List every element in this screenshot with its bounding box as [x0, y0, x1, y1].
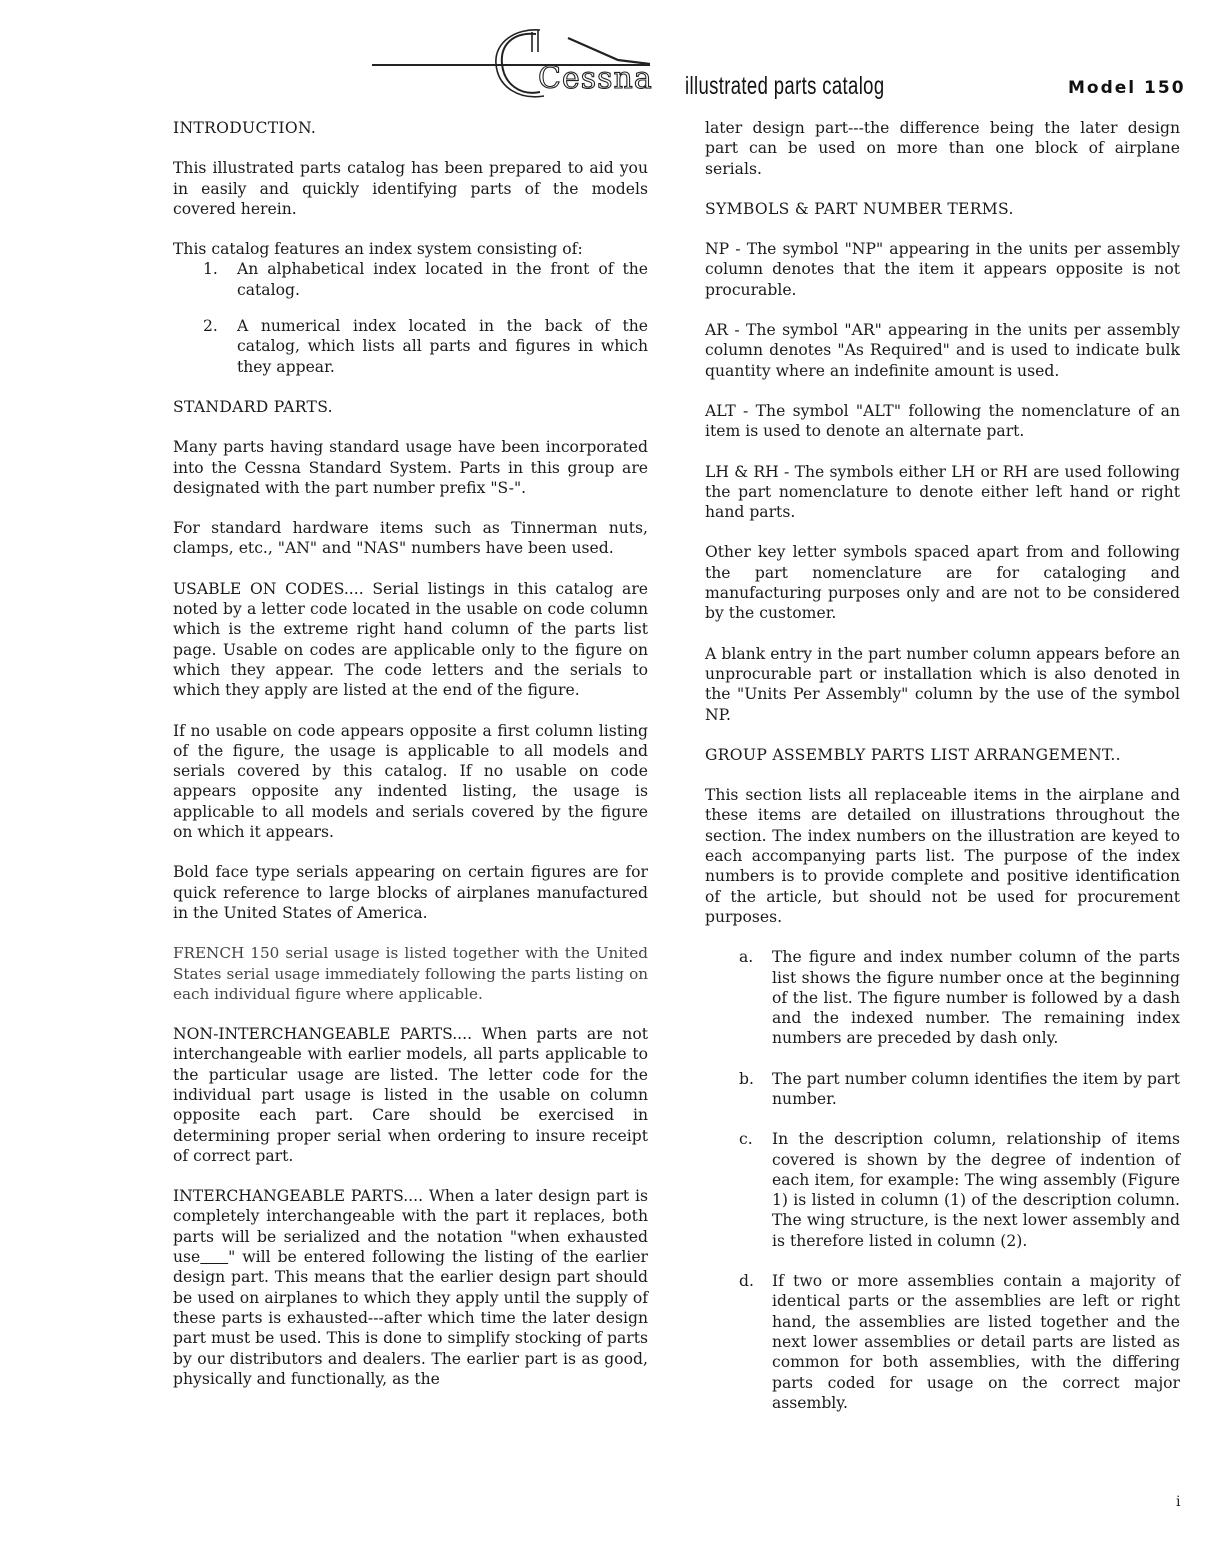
alt-paragraph: ALT - The symbol "ALT" following the nomenclature of an item is used to denote an alternate part.: [705, 401, 1180, 441]
catalog-title: illustrated parts catalog: [685, 72, 885, 100]
interchangeable-text-b: " will be entered following the listing of the earlier design part. This means that the earlier design part should be used on airplanes to which they apply until the supply of these parts is exhausted---after which time the later design part must be used. This is done to simplify stocking of parts by our distributors and dealers. The earlier part is as good, physically and functionally, as the: [173, 1248, 648, 1388]
ar-paragraph: AR - The symbol "AR" appearing in the units per assembly column denotes "As Required" and is used to indicate bulk quantity where an indefinite amount is used.: [705, 321, 1180, 380]
list-item: [705, 1129, 1180, 1251]
blank-entry-paragraph: A blank entry in the part number column appears before an unprocurable part or installation which is also denoted in the "Units Per Assembly" column by the use of the symbol NP.: [705, 644, 1180, 724]
list-item-mark: d.: [739, 1272, 754, 1291]
bold-serials-paragraph: Bold face type serials appearing on certain figures are for quick reference to large blocks of airplanes manufactured in the United States of America.: [173, 863, 648, 922]
french-serials-paragraph: FRENCH 150 serial usage is listed together with the United States serial usage immediately following the parts listing on each individual figure where applicable.: [173, 944, 648, 1003]
group-assembly-heading: GROUP ASSEMBLY PARTS LIST ARRANGEMENT..: [705, 745, 1121, 764]
continuation-paragraph: later design part---the difference being the later design part can be used on more than one block of airplane serials.: [705, 119, 1180, 178]
list-item: [705, 1069, 1180, 1110]
right-column: [705, 118, 1180, 1433]
list-item-text: The part number column identifies the item by part number.: [772, 1069, 1180, 1108]
interchangeable-text-a: INTERCHANGEABLE PARTS.... When a later design part is completely interchangeable with the part it replaces, both parts will be serialized and the notation "when exhausted use: [173, 1187, 648, 1267]
list-item-text: An alphabetical index located in the front of the catalog.: [237, 260, 648, 299]
model-label: Model 150: [1068, 78, 1186, 98]
intro-paragraph: This illustrated parts catalog has been prepared to aid you in easily and quickly identifying parts of the models covered herein.: [173, 159, 648, 218]
list-item: [173, 259, 648, 300]
lh-rh-paragraph: LH & RH - The symbols either LH or RH are used following the part nomenclature to denote either left hand or right hand parts.: [705, 462, 1180, 522]
cessna-logo-text: Cessna: [538, 61, 653, 96]
list-item-text: The figure and index number column of the parts list shows the figure number once at the beginning of the list. The figure number is followed by a dash and the indexed number. The remaining index numbers are preceded by dash only.: [772, 948, 1180, 1048]
blank-underline: [200, 1248, 228, 1266]
index-list: [173, 259, 648, 376]
list-item: [173, 316, 648, 377]
np-paragraph: NP - The symbol "NP" appearing in the units per assembly column denotes that the item it appears opposite is not procurable.: [705, 240, 1180, 299]
list-item: [705, 947, 1180, 1048]
list-item-text: A numerical index located in the back of the catalog, which lists all parts and figures in which they appear.: [237, 317, 648, 376]
list-item-mark: c.: [739, 1130, 753, 1149]
usage-paragraph: If no usable on code appears opposite a first column listing of the figure, the usage is applicable to all models and serials covered by this catalog. If no usable on code appears opposite any indented listing, the usage is applicable to all models and serials covered by the figure on which it appears.: [173, 721, 648, 842]
list-item-text: If two or more assemblies contain a majority of identical parts or the assemblies are left or right hand, the assemblies are listed together and the next lower assemblies or detail parts are listed as common for both assemblies, with the differing parts coded for usage on the correct major assembly.: [772, 1272, 1180, 1412]
group-assembly-paragraph: This section lists all replaceable items in the airplane and these items are detailed on illustrations throughout the section. The index numbers on the illustration are keyed to each accompanying parts list. The purpose of the index numbers is to provide complete and positive identification of the article, but should not be used for procurement purposes.: [705, 786, 1180, 926]
arrangement-list: [705, 947, 1180, 1413]
list-item-text: In the description column, relationship of items covered is shown by the degree of indention of each item, for example: The wing assembly (Figure 1) is listed in column (1) of the description column. The wing structure, is the next lower assembly and is therefore listed in column (2).: [772, 1130, 1180, 1250]
usable-codes-paragraph: USABLE ON CODES.... Serial listings in this catalog are noted by a letter code located in the usable on code column which is the extreme right hand column of the parts list page. Usable on codes are applicable only to the figure on which they appear. The code letters and the serials to which they apply are listed at the end of the figure.: [173, 579, 648, 700]
list-item-mark: b.: [739, 1069, 754, 1088]
interchangeable-paragraph: [173, 1186, 648, 1389]
non-interchangeable-paragraph: NON-INTERCHANGEABLE PARTS.... When parts are not interchangeable with earlier models, all parts applicable to the particular usage are listed. The letter code for the individual part usage is listed in the usable on column opposite each part. Care should be exercised in determining proper serial when ordering to insure receipt of correct part.: [173, 1025, 648, 1165]
list-item-mark: a.: [739, 948, 754, 967]
standard-parts-paragraph: Many parts having standard usage have been incorporated into the Cessna Standard System. Parts in this group are designated with the part number prefix "S-".: [173, 438, 648, 497]
list-item-number: 1.: [203, 260, 218, 279]
standard-parts-heading: STANDARD PARTS.: [173, 397, 333, 416]
left-column: [173, 118, 648, 1409]
symbols-heading: SYMBOLS & PART NUMBER TERMS.: [705, 199, 1014, 218]
list-item-number: 2.: [203, 317, 218, 336]
introduction-heading: INTRODUCTION.: [173, 119, 317, 137]
index-system-paragraph: This catalog features an index system consisting of:: [173, 240, 583, 259]
hardware-paragraph: For standard hardware items such as Tinnerman nuts, clamps, etc., "AN" and "NAS" numbers have been used.: [173, 519, 648, 558]
list-item: [705, 1271, 1180, 1413]
page-number: i: [1176, 1494, 1181, 1510]
other-symbols-paragraph: Other key letter symbols spaced apart from and following the part nomenclature are for cataloging and manufacturing purposes only and are not to be considered by the customer.: [705, 543, 1180, 623]
